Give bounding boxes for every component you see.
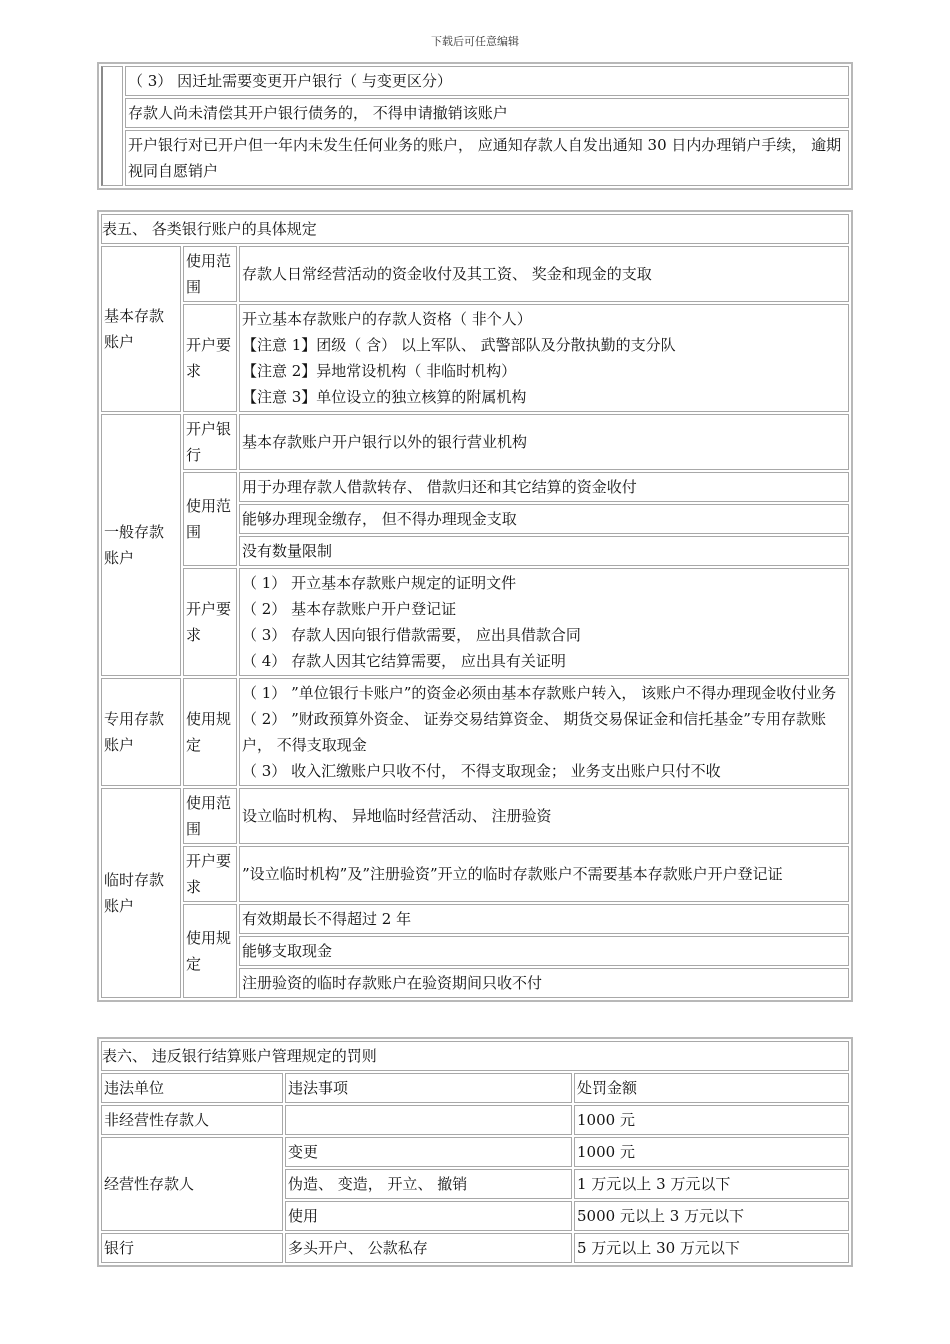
table-cell: 非经营性存款人 <box>101 1105 283 1135</box>
value-cell: 注册验资的临时存款账户在验资期间只收不付 <box>239 968 849 998</box>
value-cell: ”设立临时机构”及”注册验资”开立的临时存款账户不需要基本存款账户开户登记证 <box>239 846 849 902</box>
table-row <box>101 98 849 128</box>
table-row <box>101 788 849 844</box>
value-cell: 有效期最长不得超过 2 年 <box>239 904 849 934</box>
column-header: 违法事项 <box>285 1073 572 1103</box>
table-cell: 银行 <box>101 1233 283 1263</box>
column-header: 处罚金额 <box>574 1073 849 1103</box>
line: （ 1） 开立基本存款账户规定的证明文件 <box>242 574 517 592</box>
table-cell: （ 3） 因迁址需要变更开户银行（ 与变更区分） <box>125 66 849 96</box>
table-account-closing <box>97 62 853 190</box>
table-row <box>101 472 849 502</box>
table-cell: 使用 <box>285 1201 572 1231</box>
table-cell: 1000 元 <box>574 1105 849 1135</box>
table-row <box>101 414 849 470</box>
table-title: 表六、 违反银行结算账户管理规定的罚则 <box>101 1041 849 1071</box>
line: （ 4） 存款人因其它结算需要， 应出具有关证明 <box>242 652 566 670</box>
line: （ 1） ”单位银行卡账户”的资金必须由基本存款账户转入， 该账户不得办理现金收付业务 <box>242 684 837 702</box>
blank-cell <box>101 66 123 186</box>
value-cell: 能够办理现金缴存， 但不得办理现金支取 <box>239 504 849 534</box>
account-type-temp: 临时存款账户 <box>101 788 181 998</box>
label-cell: 开户银行 <box>183 414 237 470</box>
table-header-row <box>101 1073 849 1103</box>
table-cell: 多头开户、 公款私存 <box>285 1233 572 1263</box>
value-cell: 存款人日常经营活动的资金收付及其工资、 奖金和现金的支取 <box>239 246 849 302</box>
table-cell: 开户银行对已开户但一年内未发生任何业务的账户， 应通知存款人自发出通知 30 日内办理销户手续， 逾期视同自愿销户 <box>125 130 849 186</box>
table-cell: 1 万元以上 3 万元以下 <box>574 1169 849 1199</box>
line: （ 3） 存款人因向银行借款需要， 应出具借款合同 <box>242 626 581 644</box>
table-row <box>101 1137 849 1167</box>
table-row <box>101 846 849 902</box>
column-header: 违法单位 <box>101 1073 283 1103</box>
table-cell: 伪造、 变造， 开立、 撤销 <box>285 1169 572 1199</box>
label-cell: 使用规定 <box>183 904 237 998</box>
label-cell: 使用范围 <box>183 246 237 302</box>
label-cell: 使用范围 <box>183 472 237 566</box>
table-title: 表五、 各类银行账户的具体规定 <box>101 214 849 244</box>
value-cell: 基本存款账户开户银行以外的银行营业机构 <box>239 414 849 470</box>
table-cell <box>285 1105 572 1135</box>
table-cell: 1000 元 <box>574 1137 849 1167</box>
table-account-rules <box>97 210 853 1002</box>
value-cell: 设立临时机构、 异地临时经营活动、 注册验资 <box>239 788 849 844</box>
label-cell: 开户要求 <box>183 568 237 676</box>
table-row <box>101 568 849 676</box>
table-row <box>101 246 849 302</box>
table-row <box>101 304 849 412</box>
table-row <box>101 678 849 786</box>
table-row <box>101 66 849 96</box>
line: 【注意 2】异地常设机构（ 非临时机构） <box>242 362 517 380</box>
table-cell: 5000 元以上 3 万元以下 <box>574 1201 849 1231</box>
table-cell: 存款人尚未清偿其开户银行债务的， 不得申请撤销该账户 <box>125 98 849 128</box>
table-row <box>101 1233 849 1263</box>
table-row <box>101 904 849 934</box>
label-cell: 使用规定 <box>183 678 237 786</box>
table-penalties <box>97 1037 853 1267</box>
label-cell: 开户要求 <box>183 846 237 902</box>
line: （ 2） 基本存款账户开户登记证 <box>242 600 457 618</box>
table-cell: 变更 <box>285 1137 572 1167</box>
value-cell <box>239 568 849 676</box>
line: 【注意 3】单位设立的独立核算的附属机构 <box>242 388 527 406</box>
value-cell: 没有数量限制 <box>239 536 849 566</box>
table-title-row <box>101 214 849 244</box>
line: （ 3） 收入汇缴账户只收不付， 不得支取现金； 业务支出账户只付不收 <box>242 762 721 780</box>
line: 开立基本存款账户的存款人资格（ 非个人） <box>242 310 532 328</box>
table-cell: 5 万元以上 30 万元以下 <box>574 1233 849 1263</box>
table-cell: 经营性存款人 <box>101 1137 283 1231</box>
value-cell: 用于办理存款人借款转存、 借款归还和其它结算的资金收付 <box>239 472 849 502</box>
table-title-row <box>101 1041 849 1071</box>
value-cell <box>239 678 849 786</box>
account-type-special: 专用存款账户 <box>101 678 181 786</box>
label-cell: 使用范围 <box>183 788 237 844</box>
value-cell <box>239 304 849 412</box>
line: 【注意 1】团级（ 含） 以上军队、 武警部队及分散执勤的支分队 <box>242 336 676 354</box>
table-row <box>101 1105 849 1135</box>
account-type-basic: 基本存款账户 <box>101 246 181 412</box>
value-cell: 能够支取现金 <box>239 936 849 966</box>
label-cell: 开户要求 <box>183 304 237 412</box>
page-header: 下载后可任意编辑 <box>431 35 519 48</box>
table-row <box>101 130 849 186</box>
line: （ 2） ”财政预算外资金、 证券交易结算资金、 期货交易保证金和信托基金”专用存款账户， 不得支取现金 <box>242 710 826 754</box>
account-type-general: 一般存款账户 <box>101 414 181 676</box>
